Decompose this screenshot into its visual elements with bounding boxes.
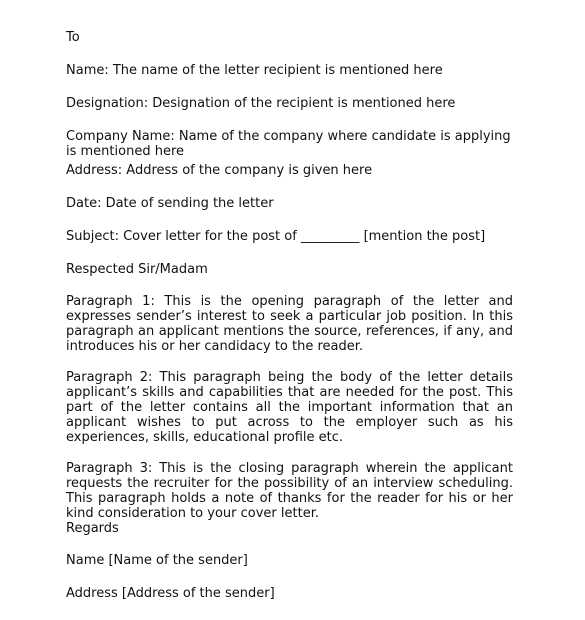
letter-body <box>66 30 513 601</box>
subject-line: Subject: Cover letter for the post of _________ [mention the post] <box>66 229 486 244</box>
sender-name-line: Name [Name of the sender] <box>66 553 248 568</box>
to-line: To <box>66 30 80 45</box>
salutation-line: Respected Sir/Madam <box>66 262 208 277</box>
recipient-name-line: Name: The name of the letter recipient is mentioned here <box>66 63 443 78</box>
paragraph-2: Paragraph 2: This paragraph being the body of the letter details applicant’s skills and capabilities that are needed for the post. This part of the letter contains all the important information that an applicant wishes to put across to the employer such as his experiences, skills, educational profile etc. <box>66 370 513 445</box>
paragraph-1: Paragraph 1: This is the opening paragraph of the letter and expresses sender’s interest to seek a particular job position. In this paragraph an applicant mentions the source, references, if any, and introduces his or her candidacy to the reader. <box>66 294 513 354</box>
paragraph-3: Paragraph 3: This is the closing paragraph wherein the applicant requests the recruiter for the possibility of an interview scheduling. This paragraph holds a note of thanks for the reader for his or her kind consideration to your cover letter. <box>66 461 513 521</box>
company-address-line: Address: Address of the company is given here <box>66 163 373 178</box>
designation-line: Designation: Designation of the recipient is mentioned here <box>66 96 456 111</box>
date-line: Date: Date of sending the letter <box>66 196 274 211</box>
closing-line: Regards <box>66 521 119 536</box>
sender-address-line: Address [Address of the sender] <box>66 586 275 601</box>
company-name-line: Company Name: Name of the company where candidate is applying is mentioned here <box>66 129 511 159</box>
